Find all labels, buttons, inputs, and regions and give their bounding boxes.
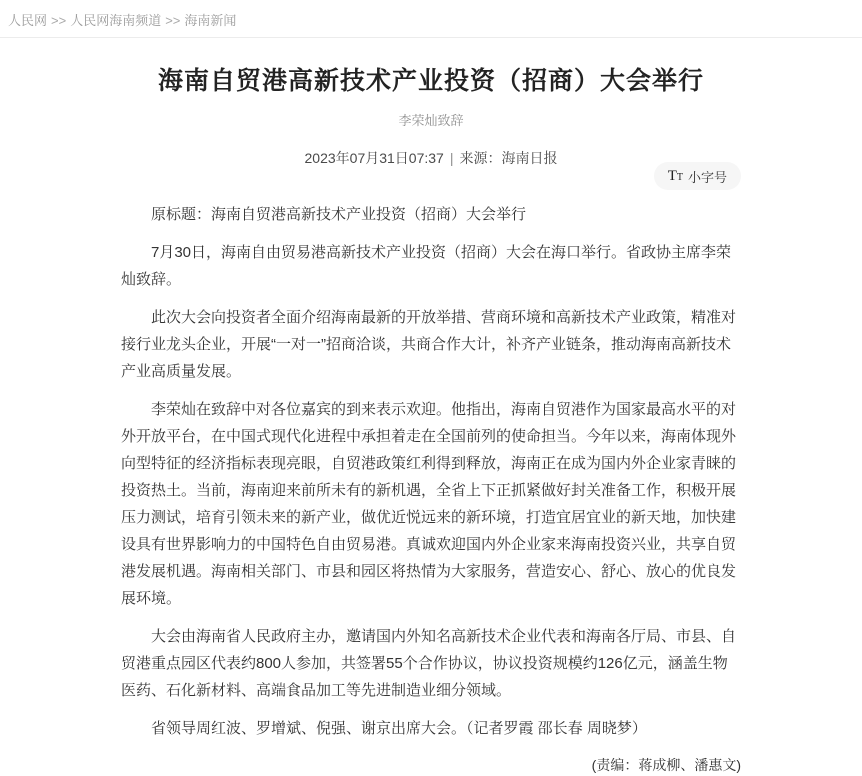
article-paragraph: 7月30日，海南自由贸易港高新技术产业投资（招商）大会在海口举行。省政协主席李荣灿致辞。 <box>121 244 732 288</box>
article-paragraph: 省领导周红波、罗增斌、倪强、谢京出席大会。（记者罗霞 邵长春 周晓梦） <box>151 720 647 737</box>
article-subtitle: 李荣灿致辞 <box>398 113 464 128</box>
article-paragraph: 李荣灿在致辞中对各位嘉宾的到来表示欢迎。他指出，海南自贸港作为国家最高水平的对外开放平台，在中国式现代化进程中承担着走在全国前列的使命担当。今年以来，海南体现外向型特征的经济指标表现亮眼，自贸港政策红利得到释放，海南正在成为国内外企业家青睐的投资热土。当前，海南迎来前所未有的新机遇，全省上下正抓紧做好封关准备工作，积极开展压力测试，培育引领未来的新产业，做优近悦远来的新环境，打造宜居宜业的新天地，加快建设具有世界影响力的中国特色自由贸易港。真诚欢迎国内外企业家来海南投资兴业，共享自贸港发展机遇。海南相关部门、市县和园区将热情为大家服务，营造安心、舒心、放心的优良发展环境。 <box>121 401 737 607</box>
publish-date: 2023年07月31日07:37 <box>304 150 444 166</box>
breadcrumb-separator: >> <box>51 13 67 28</box>
source-label: 来源： <box>459 150 502 166</box>
breadcrumb-separator: >> <box>165 13 181 28</box>
article-meta <box>121 148 741 168</box>
original-title-line: 原标题：海南自贸港高新技术产业投资（招商）大会举行 <box>151 206 527 223</box>
editor-credits: (责编：蒋成柳、潘惠文) <box>591 757 741 773</box>
font-size-button[interactable] <box>654 162 741 190</box>
breadcrumb-link-hainan-news[interactable]: 海南新闻 <box>184 13 237 28</box>
article-body <box>121 201 741 742</box>
breadcrumb-link-hainan-channel[interactable]: 人民网海南频道 <box>70 13 162 28</box>
source-link[interactable]: 海南日报 <box>501 150 558 166</box>
breadcrumb-link-peoples-daily[interactable]: 人民网 <box>8 13 48 28</box>
breadcrumb <box>0 0 862 38</box>
meta-separator: | <box>449 150 454 166</box>
page-title: 海南自贸港高新技术产业投资（招商）大会举行 <box>157 67 704 95</box>
font-size-label: 小字号 <box>687 169 727 185</box>
font-size-icon: TT <box>667 167 683 184</box>
article-container <box>121 64 741 776</box>
article-meta-row <box>121 148 741 192</box>
article-paragraph: 大会由海南省人民政府主办，邀请国内外知名高新技术企业代表和海南各厅局、市县、自贸港重点园区代表约800人参加，共签署55个合作协议，协议投资规模约126亿元，涵盖生物医药、石化新材料、高端食品加工等先进制造业细分领域。 <box>121 628 737 699</box>
article-paragraph: 此次大会向投资者全面介绍海南最新的开放举措、营商环境和高新技术产业政策，精准对接行业龙头企业，开展“一对一”招商洽谈，共商合作大计，补齐产业链条，推动海南高新技术产业高质量发展。 <box>121 309 737 380</box>
